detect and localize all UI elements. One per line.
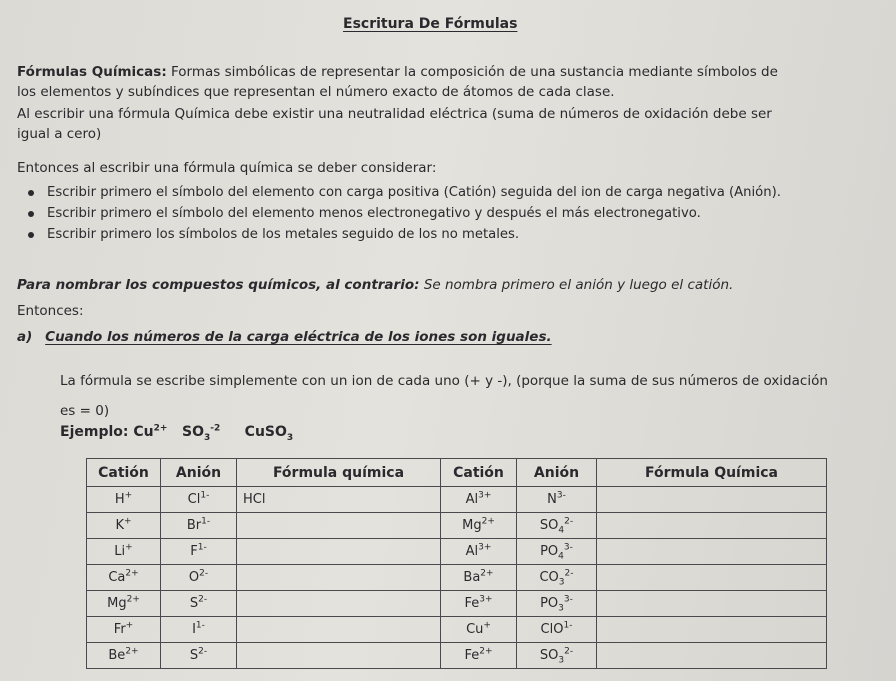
table-row	[87, 565, 827, 591]
anion-cell: $Cl^{1-}$	[161, 487, 237, 513]
header-cation: Catión	[87, 459, 161, 487]
page-title: Escritura De Fórmulas	[343, 16, 518, 32]
anion-cell-2: $CO_3^{2-}$	[517, 565, 597, 591]
anion-cell: $O^{2-}$	[161, 565, 237, 591]
anion-cell: $S^{2-}$	[161, 643, 237, 669]
cation-cell-2: $Ba^{2+}$	[441, 565, 517, 591]
cation-cell-2: $Al^{3+}$	[441, 539, 517, 565]
anion-cell-2: $N^{3-}$	[517, 487, 597, 513]
table-header-row	[87, 459, 827, 487]
rules-list	[25, 182, 781, 245]
cation-cell: Li+	[87, 539, 161, 565]
example-formula: CuSO$_3$	[244, 424, 294, 443]
list-item: Escribir primero los símbolos de los metales seguido de los no metales.	[25, 224, 781, 245]
considerations-intro: Entonces al escribir una fórmula química se deber considerar:	[17, 160, 437, 176]
formula-cell[interactable]	[237, 565, 441, 591]
example-line	[60, 423, 294, 443]
anion-cell-2: $PO_4^{3-}$	[517, 539, 597, 565]
formula-table	[86, 458, 827, 669]
cation-cell-2: $Mg^{2+}$	[441, 513, 517, 539]
formula-cell[interactable]	[237, 513, 441, 539]
cation-cell-2: Cu+	[441, 617, 517, 643]
neutrality-line-1: Al escribir una fórmula Química debe existir una neutralidad eléctrica (suma de números de oxidación debe ser	[17, 106, 772, 122]
cation-cell: K+	[87, 513, 161, 539]
formula-rule	[60, 366, 828, 426]
formula-cell-2[interactable]	[597, 565, 827, 591]
cation-cell: Fr+	[87, 617, 161, 643]
table-row	[87, 539, 827, 565]
naming-text: Se nombra primero el anión y luego el catión.	[423, 277, 734, 293]
list-item: Escribir primero el símbolo del elemento con carga positiva (Catión) seguida del ion de carga negativa (Anión).	[25, 182, 781, 203]
entonces-text: Entonces:	[17, 303, 84, 319]
formula-cell[interactable]	[237, 539, 441, 565]
table-row	[87, 487, 827, 513]
anion-cell-2: $PO_3^{3-}$	[517, 591, 597, 617]
table-row	[87, 513, 827, 539]
cation-cell-2: $Fe^{2+}$	[441, 643, 517, 669]
cation-cell-2: $Al^{3+}$	[441, 487, 517, 513]
anion-cell-2: $SO_3^{2-}$	[517, 643, 597, 669]
formula-cell-2[interactable]	[597, 617, 827, 643]
formula-cell-2[interactable]	[597, 487, 827, 513]
header-anion-2: Anión	[517, 459, 597, 487]
formula-cell-2[interactable]	[597, 643, 827, 669]
header-cation-2: Catión	[441, 459, 517, 487]
anion-cell: $F^{1-}$	[161, 539, 237, 565]
header-formula: Fórmula química	[237, 459, 441, 487]
formula-line-1: La fórmula se escribe simplemente con un ion de cada uno (+ y -), (porque la suma de sus números de oxidación	[60, 373, 828, 389]
definition-text-2: los elementos y subíndices que representan el número exacto de átomos de cada clase.	[17, 84, 615, 100]
cation-cell: $Mg^{2+}$	[87, 591, 161, 617]
formula-cell-2[interactable]	[597, 539, 827, 565]
neutrality-paragraph	[17, 104, 772, 144]
formula-cell[interactable]	[237, 591, 441, 617]
formula-cell-2[interactable]	[597, 591, 827, 617]
definition-paragraph	[17, 62, 778, 102]
anion-cell: $I^{1-}$	[161, 617, 237, 643]
section-a-letter: a)	[17, 329, 33, 345]
anion-cell-2: $SO_4^{2-}$	[517, 513, 597, 539]
header-formula-2: Fórmula Química	[597, 459, 827, 487]
example-label: Ejemplo:	[60, 424, 129, 440]
formula-cell[interactable]	[237, 643, 441, 669]
cation-cell: H+	[87, 487, 161, 513]
header-anion: Anión	[161, 459, 237, 487]
cation-cell-2: $Fe^{3+}$	[441, 591, 517, 617]
cation-cell: $Ca^{2+}$	[87, 565, 161, 591]
naming-rule	[17, 275, 733, 295]
anion-cell: $S^{2-}$	[161, 591, 237, 617]
formula-cell-2[interactable]	[597, 513, 827, 539]
anion-cell: $Br^{1-}$	[161, 513, 237, 539]
example-anion: $SO_3^{-2}$	[182, 423, 221, 443]
section-a-heading	[17, 327, 552, 347]
formula-cell[interactable]	[237, 617, 441, 643]
definition-text: Formas simbólicas de representar la composición de una sustancia mediante símbolos de	[171, 64, 778, 80]
neutrality-line-2: igual a cero)	[17, 126, 102, 142]
table-row	[87, 617, 827, 643]
example-cation: $Cu^{2+}$	[133, 423, 168, 440]
section-a-title: Cuando los números de la carga eléctrica de los iones son iguales.	[45, 329, 552, 345]
naming-label: Para nombrar los compuestos químicos, al contrario:	[17, 277, 420, 293]
formula-line-2: es = 0)	[60, 403, 110, 419]
definition-label: Fórmulas Químicas:	[17, 64, 167, 80]
table-row	[87, 591, 827, 617]
table-row	[87, 643, 827, 669]
formula-cell[interactable]: HCl	[237, 487, 441, 513]
list-item: Escribir primero el símbolo del elemento menos electronegativo y después el más electronegativo.	[25, 203, 781, 224]
cation-cell: $Be^{2+}$	[87, 643, 161, 669]
anion-cell-2: ClO$^{1-}$	[517, 617, 597, 643]
